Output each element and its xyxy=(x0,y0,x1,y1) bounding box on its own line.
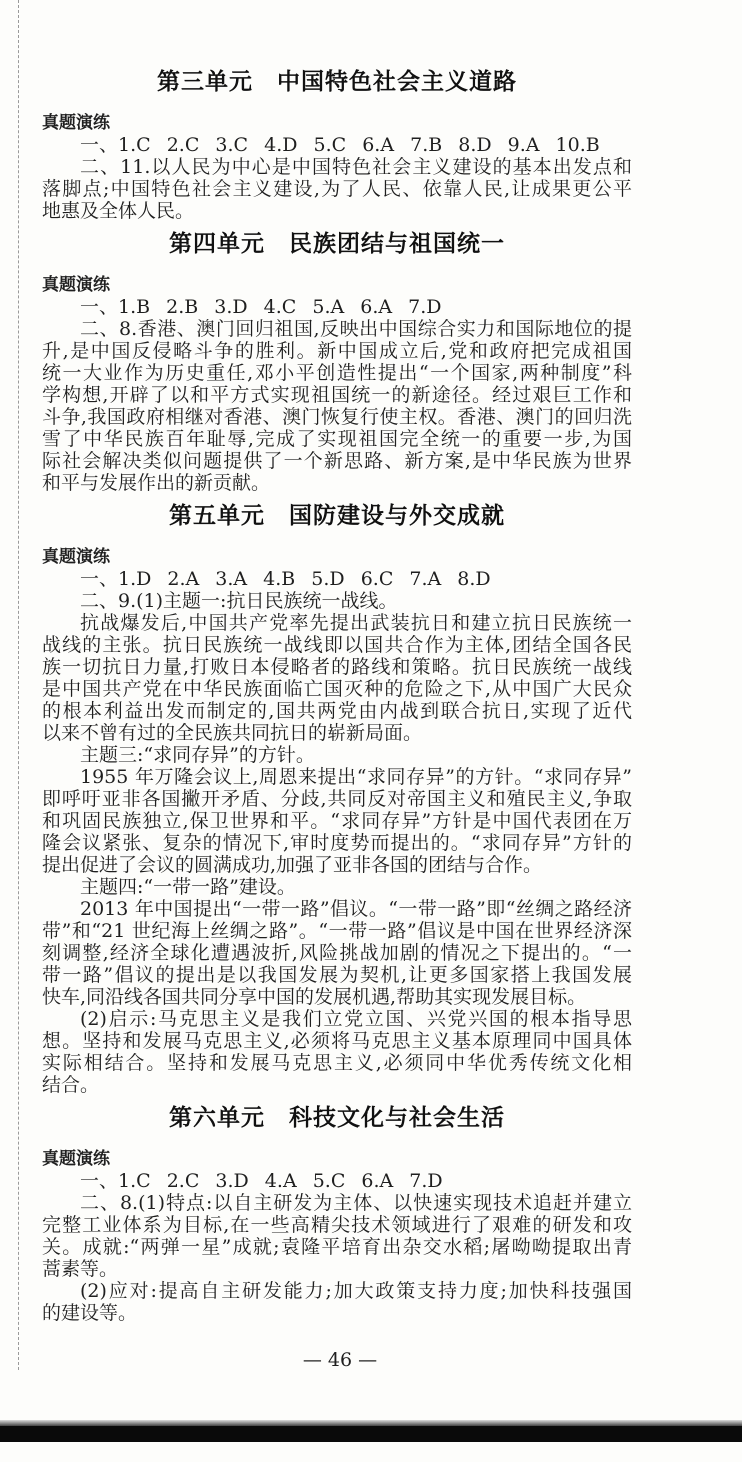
binding-margin-line xyxy=(18,0,19,1370)
paragraph-line: (2)应对:提高自主研发能力;加大政策支持力度;加快科技强国 xyxy=(80,1280,632,1302)
paragraph-line: 以来不曾有过的全民族共同抗日的崭新局面。 xyxy=(42,722,423,744)
unit-title: 第五单元 国防建设与外交成就 xyxy=(169,503,505,529)
paragraph-line: 完整工业体系为目标,在一些高精尖技术领域进行了艰难的研发和攻 xyxy=(42,1214,632,1236)
paragraph-line: 的根本利益出发而制定的,国共两党由内战到联合抗日,实现了近代 xyxy=(42,700,632,722)
page-bottom xyxy=(0,1420,742,1442)
paragraph-line: 战线的主张。抗日民族统一战线即以国共合作为主体,团结全国各民 xyxy=(42,634,632,656)
paragraph-line: 族一切抗日力量,打败日本侵略者的路线和策略。抗日民族统一战线 xyxy=(42,656,632,678)
section-label: 真题演练 xyxy=(42,275,110,295)
paragraph-line: 二、8.香港、澳门回归祖国,反映出中国综合实力和国际地位的提 xyxy=(80,318,632,340)
paragraph-line: 地惠及全体人民。 xyxy=(42,200,195,222)
paragraph-line: 落脚点;中国特色社会主义建设,为了人民、依靠人民,让成果更公平 xyxy=(42,178,632,200)
multiple-choice-answers: 一、1.C 2.C 3.D 4.A 5.C 6.A 7.D xyxy=(80,1170,443,1192)
multiple-choice-answers: 一、1.B 2.B 3.D 4.C 5.A 6.A 7.D xyxy=(80,296,442,318)
paragraph-line: 雪了中华民族百年耻辱,完成了实现祖国完全统一的重要一步,为国 xyxy=(42,428,632,450)
paragraph-line: 实际相结合。坚持和发展马克思主义,必须同中华优秀传统文化相 xyxy=(42,1052,632,1074)
paragraph-line: 抗战爆发后,中国共产党率先提出武装抗日和建立抗日民族统一 xyxy=(80,612,632,634)
paragraph-line: 结合。 xyxy=(42,1074,100,1096)
paragraph-line: 二、11.以人民为中心是中国特色社会主义建设的基本出发点和 xyxy=(80,156,632,178)
multiple-choice-answers: 一、1.C 2.C 3.C 4.D 5.C 6.A 7.B 8.D 9.A 10.B xyxy=(80,134,600,156)
paragraph-line: 1955 年万隆会议上,周恩来提出“求同存异”的方针。“求同存异” xyxy=(80,766,632,788)
unit-title: 第六单元 科技文化与社会生活 xyxy=(169,1105,505,1131)
section-label: 真题演练 xyxy=(42,1149,110,1169)
paragraph-line: 快车,同沿线各国共同分享中国的发展机遇,帮助其实现发展目标。 xyxy=(42,986,587,1008)
paragraph-line: 的建设等。 xyxy=(42,1302,138,1324)
paragraph-line: 统一大业作为历史重任,邓小平创造性提出“一个国家,两种制度”科 xyxy=(42,362,632,384)
section-label: 真题演练 xyxy=(42,547,110,567)
paragraph-line: 二、8.(1)特点:以自主研发为主体、以快速实现技术追赶并建立 xyxy=(80,1192,632,1214)
paragraph-line: 是中国共产党在中华民族面临亡国灭种的危险之下,从中国广大民众 xyxy=(42,678,632,700)
unit-title: 第四单元 民族团结与祖国统一 xyxy=(169,231,505,257)
paragraph-line: 和平与发展作出的新贡献。 xyxy=(42,472,271,494)
paragraph-line: 2013 年中国提出“一带一路”倡议。“一带一路”即“丝绸之路经济 xyxy=(80,898,632,920)
paragraph-line: 升,是中国反侵略斗争的胜利。新中国成立后,党和政府把完成祖国 xyxy=(42,340,632,362)
paragraph-line: 刻调整,经济全球化遭遇波折,风险挑战加剧的情况之下提出的。“一 xyxy=(42,942,632,964)
paragraph-line: 斗争,我国政府相继对香港、澳门恢复行使主权。香港、澳门的回归洗 xyxy=(42,406,632,428)
unit-section xyxy=(42,1100,632,1324)
paragraph-line: (2)启示:马克思主义是我们立党立国、兴党兴国的根本指导思 xyxy=(80,1008,632,1030)
paragraph-line: 隆会议紧张、复杂的情况下,审时度势而提出的。“求同存异”方针的 xyxy=(42,832,632,854)
paragraph-line: 关。成就:“两弹一星”成就;袁隆平培育出杂交水稻;屠呦呦提取出青 xyxy=(42,1236,632,1258)
scan-border xyxy=(0,1426,742,1442)
unit-title: 第三单元 中国特色社会主义道路 xyxy=(157,69,517,95)
page-number: — 46 — xyxy=(302,1349,378,1371)
section-label: 真题演练 xyxy=(42,113,110,133)
unit-section xyxy=(42,498,632,1096)
paragraph-line: 带一路”倡议的提出是以我国发展为契机,让更多国家搭上我国发展 xyxy=(42,964,632,986)
paragraph-line: 想。坚持和发展马克思主义,必须将马克思主义基本原理同中国具体 xyxy=(42,1030,632,1052)
multiple-choice-answers: 一、1.D 2.A 3.A 4.B 5.D 6.C 7.A 8.D xyxy=(80,568,491,590)
unit-section xyxy=(42,64,632,222)
paragraph-line: 即呼吁亚非各国撇开矛盾、分歧,共同反对帝国主义和殖民主义,争取 xyxy=(42,788,632,810)
paragraph-line: 蒿素等。 xyxy=(42,1258,119,1280)
paragraph-line: 学构想,开辟了以和平方式实现祖国统一的新途径。经过艰巨工作和 xyxy=(42,384,632,406)
paragraph-line: 带”和“21 世纪海上丝绸之路”。“一带一路”倡议是中国在世界经济深 xyxy=(42,920,632,942)
paragraph-line: 二、9.(1)主题一:抗日民族统一战线。 xyxy=(80,590,398,612)
paragraph-line: 主题四:“一带一路”建设。 xyxy=(80,876,296,898)
unit-section xyxy=(42,226,632,494)
paragraph-line: 和巩固民族独立,保卫世界和平。“求同存异”方针是中国代表团在万 xyxy=(42,810,632,832)
paragraph-line: 主题三:“求同存异”的方针。 xyxy=(80,744,315,766)
paragraph-line: 提出促进了会议的圆满成功,加强了亚非各国的团结与合作。 xyxy=(42,854,543,876)
paragraph-line: 际社会解决类似问题提供了一个新思路、新方案,是中华民族为世界 xyxy=(42,450,632,472)
